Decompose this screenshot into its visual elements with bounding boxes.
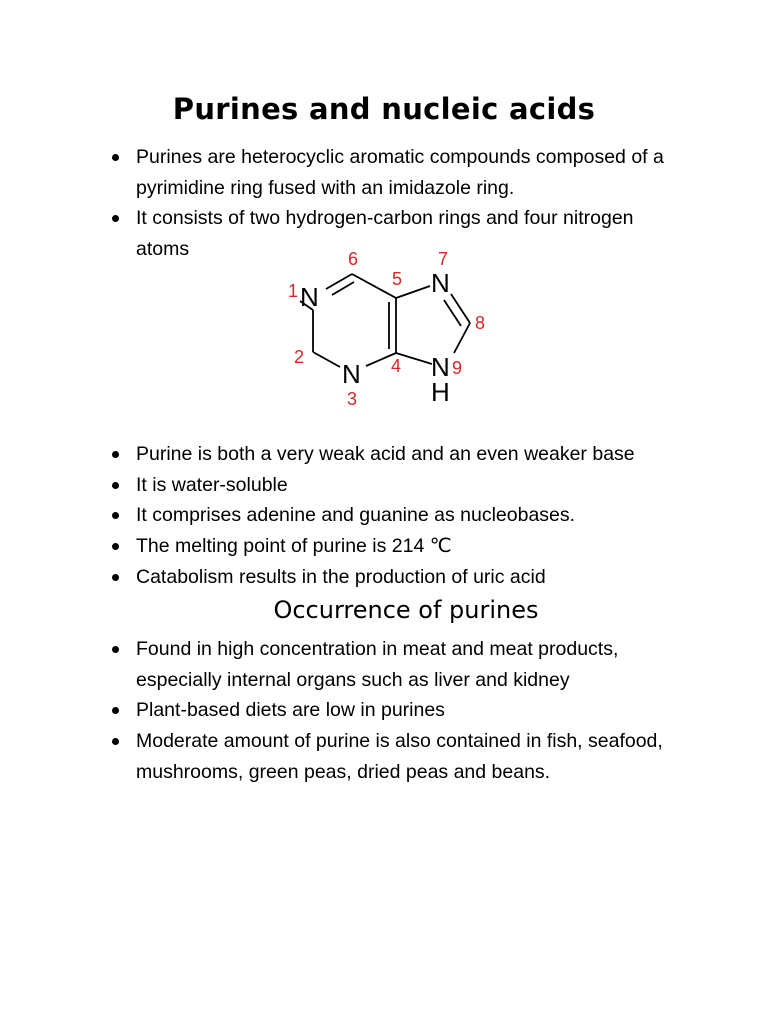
position-number-1: 1 — [288, 281, 299, 301]
atom-n1: N — [300, 282, 319, 312]
section-heading: Occurrence of purines — [273, 596, 539, 624]
position-number-3: 3 — [347, 389, 358, 409]
atom-n3: N — [342, 359, 361, 389]
occurrence-bullet-list — [107, 634, 677, 788]
position-number-5: 5 — [392, 269, 403, 289]
property-bullet-list — [107, 439, 677, 593]
list-item: Purines are heterocyclic aromatic compounds composed of a pyrimidine ring fused with an imidazole ring. — [107, 142, 677, 203]
purine-structure-diagram — [276, 240, 506, 415]
atom-n9: N — [431, 352, 450, 382]
atom-n7: N — [431, 268, 450, 298]
list-item: The melting point of purine is 214 ℃ — [107, 531, 677, 562]
list-item: Purine is both a very weak acid and an even weaker base — [107, 439, 677, 470]
position-number-8: 8 — [475, 313, 486, 333]
page-title: Purines and nucleic acids — [172, 92, 596, 126]
list-item: Plant-based diets are low in purines — [107, 695, 677, 726]
position-number-6: 6 — [348, 249, 359, 269]
list-item: Moderate amount of purine is also contained in fish, seafood, mushrooms, green peas, dried peas and beans. — [107, 726, 677, 787]
list-item: It comprises adenine and guanine as nucleobases. — [107, 500, 677, 531]
atom-h9: H — [431, 377, 450, 407]
list-item: Found in high concentration in meat and meat products, especially internal organs such as liver and kidney — [107, 634, 677, 695]
position-number-4: 4 — [391, 356, 402, 376]
list-item: Catabolism results in the production of uric acid — [107, 562, 677, 593]
list-item: It consists of two hydrogen-carbon rings and four nitrogen atoms — [107, 203, 677, 264]
list-item: It is water-soluble — [107, 470, 677, 501]
position-number-9: 9 — [452, 358, 463, 378]
position-number-2: 2 — [294, 347, 305, 367]
position-number-7: 7 — [438, 249, 449, 269]
